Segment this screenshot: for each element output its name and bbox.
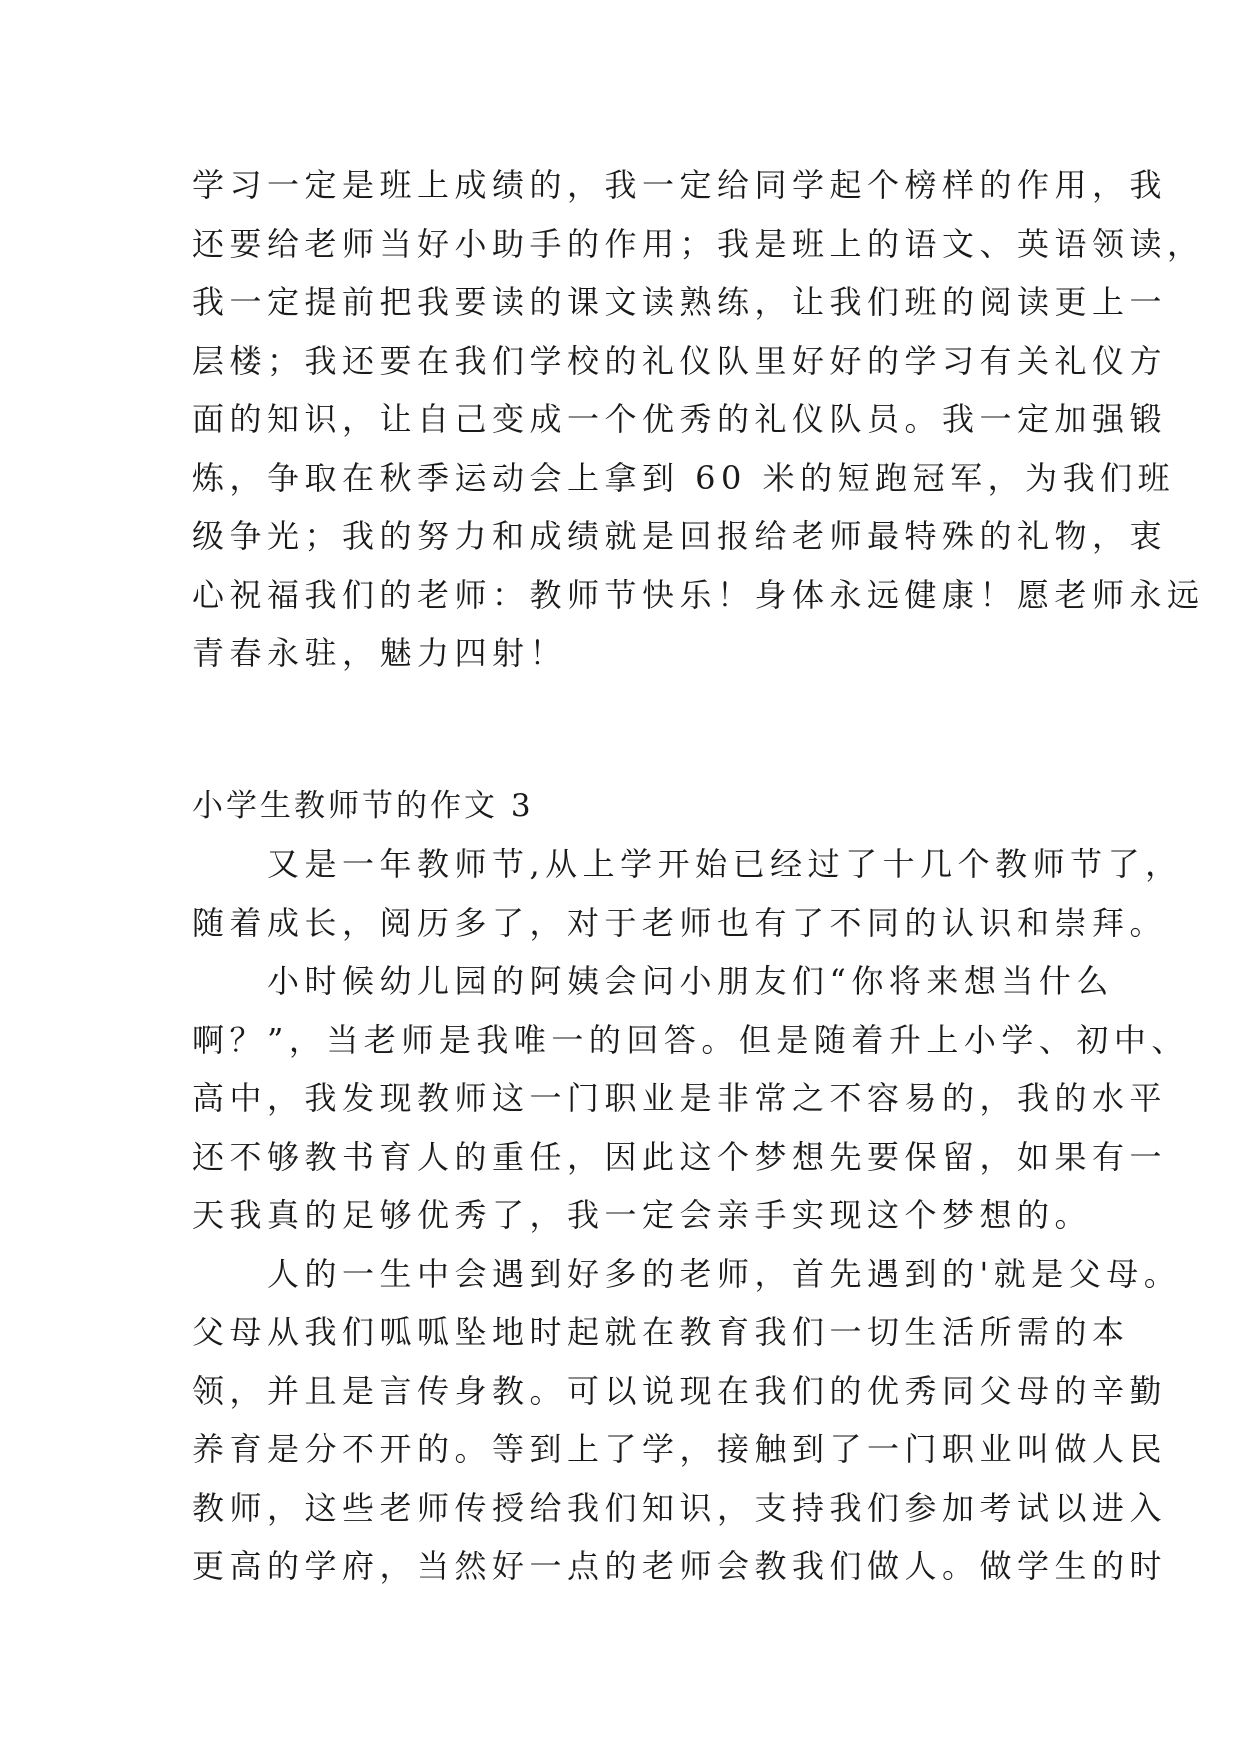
text-line: 人的一生中会遇到好多的老师，首先遇到的'就是父母。 — [192, 1254, 1182, 1293]
text-line: 级争光；我的努力和成绩就是回报给老师最特殊的礼物，衷 — [192, 517, 1168, 555]
text-line: 父母从我们呱呱坠地时起就在教育我们一切生活所需的本 — [192, 1313, 1130, 1351]
section-title: 小学生教师节的作文 3 — [192, 787, 534, 824]
text-line: 啊？”，当老师是我唯一的回答。但是随着升上小学、初中、 — [192, 1020, 1189, 1059]
section-spacer — [192, 683, 1052, 777]
text-line: 面的知识，让自己变成一个优秀的礼仪队员。我一定加强锻 — [192, 400, 1168, 438]
text-line: 层楼；我还要在我们学校的礼仪队里好好的学习有关礼仪方 — [192, 341, 1168, 380]
text-line: 学习一定是班上成绩的，我一定给同学起个榜样的作用，我 — [192, 166, 1168, 204]
text-line: 我一定提前把我要读的课文读熟练，让我们班的阅读更上一 — [192, 283, 1168, 321]
text-line: 青春永驻，魅力四射！ — [192, 634, 568, 672]
text-line: 更高的学府，当然好一点的老师会教我们做人。做学生的时 — [192, 1547, 1168, 1585]
text-line: 教师，这些老师传授给我们知识，支持我们参加考试以进入 — [192, 1488, 1168, 1527]
text-line: 随着成长，阅历多了，对于老师也有了不同的认识和崇拜。 — [192, 903, 1168, 942]
document-page — [192, 156, 1205, 1596]
text-line: 炼，争取在秋季运动会上拿到 60 米的短跑冠军，为我们班 — [192, 458, 1176, 497]
text-line: 还要给老师当好小助手的作用；我是班上的语文、英语领读， — [192, 224, 1205, 263]
continuation-paragraph — [192, 156, 1205, 683]
text-line: 天我真的足够优秀了，我一定会亲手实现这个梦想的。 — [192, 1196, 1093, 1234]
text-line: 心祝福我们的老师：教师节快乐！身体永远健康！愿老师永远 — [192, 575, 1205, 614]
text-line: 养育是分不开的。等到上了学，接触到了一门职业叫做人民 — [192, 1430, 1168, 1468]
text-line: 领，并且是言传身教。可以说现在我们的优秀同父母的辛勤 — [192, 1371, 1168, 1410]
text-line: 高中，我发现教师这一门职业是非常之不容易的，我的水平 — [192, 1079, 1168, 1117]
text-line: 还不够教书育人的重任，因此这个梦想先要保留，如果有一 — [192, 1137, 1168, 1176]
text-line: 小时候幼儿园的阿姨会问小朋友们“你将来想当什么 — [192, 962, 1114, 1000]
essay-body — [192, 835, 1189, 1596]
text-line: 又是一年教师节,从上学开始已经过了十几个教师节了， — [192, 845, 1183, 883]
